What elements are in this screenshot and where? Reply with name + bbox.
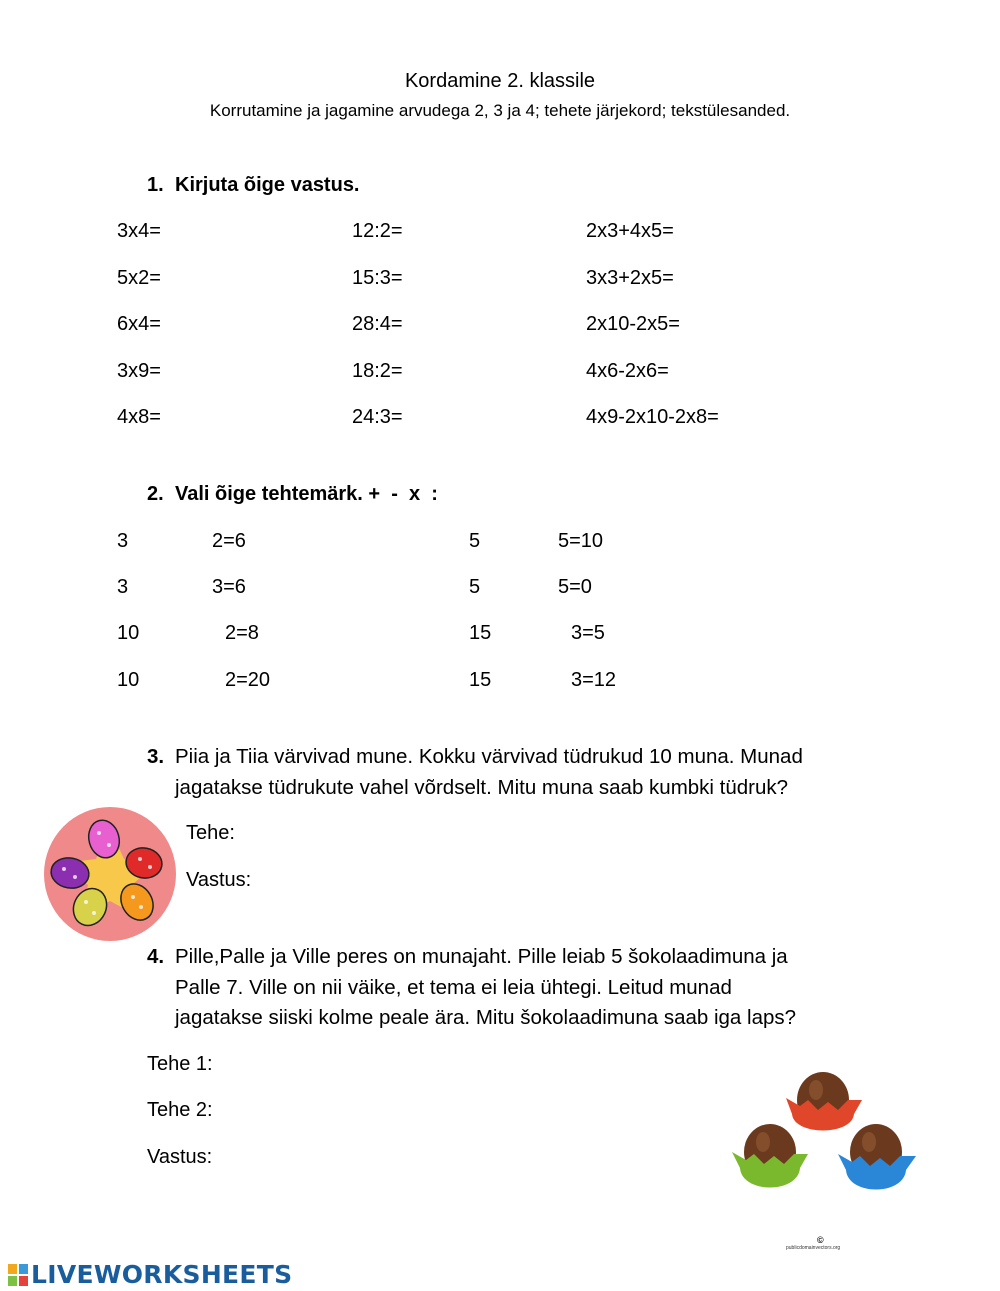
task1-col3-item: 3x3+2x5= [586, 267, 674, 289]
page-title: Kordamine 2. klassile [404, 70, 596, 92]
chocolate-egg-green-icon [732, 1124, 808, 1188]
task2-right-rest: 3=12 [571, 669, 617, 691]
task2-right-operand: 15 [469, 669, 492, 691]
task2-right-rest: 3=5 [571, 622, 605, 644]
task2-number: 2. [147, 483, 164, 505]
task2-left-rest: 2=20 [225, 669, 271, 691]
task4-line: Palle 7. Ville on nii väike, et tema ei leia ühtegi. Leitud munad [175, 975, 732, 999]
task3-line: jagatakse tüdrukute vahel võrdselt. Mitu muna saab kumbki tüdruk? [175, 775, 789, 799]
task2-left-rest: 2=6 [212, 530, 246, 552]
task1-col1-item: 3x4= [117, 220, 161, 242]
task3-tehe-label: Tehe: [186, 822, 235, 844]
task4-number: 4. [147, 945, 165, 968]
task1-col2-item: 28:4= [352, 313, 403, 335]
page-subtitle: Korrutamine ja jagamine arvudega 2, 3 ja 4; tehete järjekord; tekstülesanded. [209, 101, 791, 120]
task1-title: Kirjuta õige vastus. [175, 174, 360, 196]
task3-number: 3. [147, 745, 165, 768]
easter-eggs-plate-illustration [44, 807, 176, 941]
task2-left-operand: 10 [117, 669, 140, 691]
task2-right-rest: 5=0 [558, 576, 592, 598]
task4-line: jagatakse siiski kolme peale ära. Mitu šokolaadimuna saab iga laps? [175, 1006, 797, 1029]
task2-right-operand: 5 [469, 576, 481, 598]
task2-left-operand: 10 [117, 622, 140, 644]
task1-number: 1. [147, 174, 164, 196]
task2-right-operand: 5 [469, 530, 481, 552]
task4-vastus-label: Vastus: [147, 1146, 213, 1168]
task1-col2-item: 24:3= [352, 406, 403, 428]
liveworksheets-badge-icon [8, 1264, 28, 1286]
task2-left-operand: 3 [117, 530, 129, 552]
credit-symbol: © [817, 1235, 824, 1245]
task3-line: Piia ja Tiia värvivad mune. Kokku värvivad tüdrukud 10 muna. Munad [175, 745, 803, 768]
task3-vastus-label: Vastus: [186, 869, 252, 891]
task1-col1-item: 3x9= [117, 360, 161, 382]
task4-tehe1-label: Tehe 1: [147, 1053, 213, 1075]
liveworksheets-logo[interactable] [8, 1260, 292, 1289]
task2-heading [147, 483, 438, 506]
task1-col2-item: 15:3= [352, 267, 403, 289]
task1-col1-item: 6x4= [117, 313, 161, 335]
task1-col3-item: 4x9-2x10-2x8= [586, 406, 719, 428]
task2-right-rest: 5=10 [558, 530, 604, 552]
task2-left-operand: 3 [117, 576, 129, 598]
task2-title: Vali õige tehtemärk. + - x : [175, 483, 438, 505]
task1-col1-item: 4x8= [117, 406, 161, 428]
task2-left-rest: 2=8 [225, 622, 259, 644]
chocolate-egg-red-icon [786, 1072, 862, 1131]
chocolate-egg-blue-icon [838, 1124, 916, 1190]
task1-col1-item: 5x2= [117, 267, 161, 289]
image-credit: publicdomainvectors.org [786, 1245, 841, 1251]
task1-col3-item: 4x6-2x6= [586, 360, 669, 382]
task1-heading [147, 174, 360, 197]
task4-text [147, 942, 907, 1038]
task2-left-rest: 3=6 [212, 576, 246, 598]
task1-col3-item: 2x10-2x5= [586, 313, 680, 335]
chocolate-eggs-illustration [728, 1070, 920, 1204]
task4-line: Pille,Palle ja Ville peres on munajaht. Pille leiab 5 šokolaadimuna ja [175, 945, 788, 968]
logo-text: LIVEWORKSHEETS [31, 1260, 293, 1289]
task1-col2-item: 12:2= [352, 220, 403, 242]
task1-col3-item: 2x3+4x5= [586, 220, 674, 242]
task1-col2-item: 18:2= [352, 360, 403, 382]
task3-text [147, 742, 907, 806]
task2-right-operand: 15 [469, 622, 492, 644]
task4-tehe2-label: Tehe 2: [147, 1099, 213, 1121]
